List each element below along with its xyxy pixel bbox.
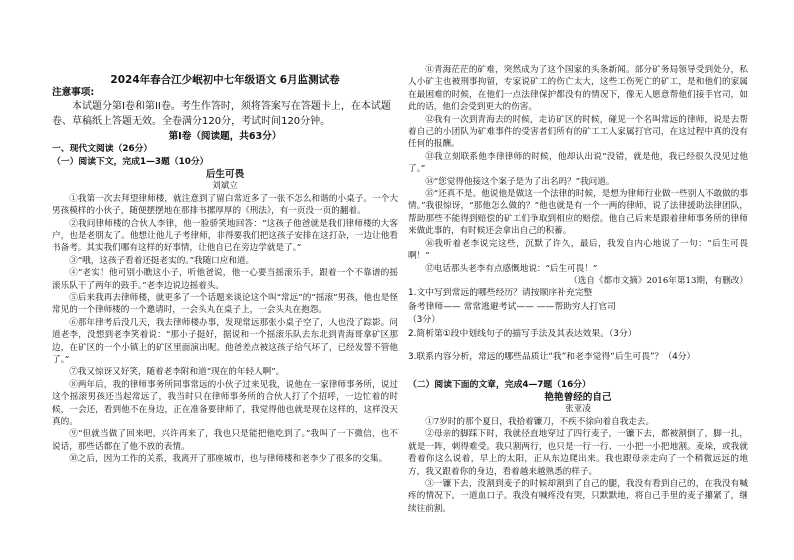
question-1-chain — [408, 301, 748, 315]
article1-source: （选自《都市文摘》2016年第13期，有删改） — [569, 275, 748, 286]
article1-para: ⑰电话那头老李有点感慨地说：“后生可畏！” — [425, 263, 598, 274]
article1-para: ⑫我有一次到青海去的时候，走访矿区的时候，碰见一个名叫常远的律师，说是去帮着自己的小团队为矿难事件的受害者们所有的矿工工人家属打官司，在这过程中真的没有任何的报酬。 — [408, 114, 748, 150]
question-number: 1. — [408, 288, 417, 299]
question-text: 备考律师—— 常常逃避考试—— ——帮助穷人打官司 — [408, 301, 616, 312]
question-2 — [408, 328, 748, 342]
article2-title: 艳艳曾经的自己 — [544, 392, 612, 404]
article1-para: ④“老实！他可别小瞧这小子，听他爸说，他一心要当摇滚乐手，跟着一个不靠谱的摇滚乐队干了两年的鼓手。”老李边说边摇着头。 — [52, 268, 398, 291]
article2-author: 张亚凌 — [565, 404, 591, 415]
notice-heading: 注意事项: — [52, 87, 95, 98]
question-text: 文中写到常远的哪些经历？请按顺序补充完整 — [416, 288, 593, 299]
article2-para: ③一镰下去，没割到麦子的时候却割到了自己的腿，我没有看到自己的，在我没有喊疼的情况下，一道血口子。我没有喊疼没有哭，只默默地，将自己手里的麦子攥紧了，继续往前割。 — [408, 478, 748, 514]
article1-para: ②我问律师楼的合伙人李律，他一脸骄笑地回答：“这孩子他爸就是我们律师楼的大客户，也是老朋友了。他想让他儿子考律师，非得要我们把这孩子安排在这打杂，一边让他看书备考。其实我们哪有这样的好事情，让他自已在旁边学就是了。” — [52, 218, 398, 254]
article1-title: 后生可畏 — [205, 169, 245, 181]
article1-para: ③“哦，这孩子看着还挺老实的。”我随口应和道。 — [69, 255, 255, 266]
article1-para: ⑪青海茫茫的矿难，突然成为了这个国家的头条新闻。部分矿务局领导受到处分，私人小矿主也被刑事拘留，专家说矿工的伤亡太大，这些工伤死亡的矿工，是和他们的家属在最困难的时候，在他们一点法律保护都没有的情况下，像无人愿意帮他们接手官司，如此的话，他们会受到更大的伤害。 — [408, 65, 748, 113]
question-text: （3分） — [408, 315, 440, 326]
article1-para: ⑬我立刻联系他李律律师的时候，他却认出说“没错，就是他，我已经很久没见过他了。” — [408, 151, 748, 175]
right-column — [408, 64, 748, 515]
left-column — [52, 86, 398, 466]
question-number: 2. — [408, 328, 417, 339]
article1-para: ⑤后来我再去律师楼，就更多了一个话题来谈论这个叫“常远”的“摇滚”男孩，他也是怪常见的一个律师楼的一个邀请时，一会头丸在桌子上，一会头丸在抱怨。 — [52, 292, 398, 316]
article1-para: ①我第一次去拜望律师楼，就注意到了留白常近多了一张不怎么和谐的小桌子。一个大男孩模样的小伙子，随便摆摆地在那排书摞厚厚的《刑法》，有一页没一页的翻着。 — [52, 193, 398, 217]
question-1-score — [408, 314, 748, 328]
article1-para: ⑨“但就当做了回来吧，兴许再来了，我也只是能把他吃到了。”我叫了一下微信，也不说话，那些话都在了他不放的表情。 — [52, 429, 398, 452]
question-1 — [408, 287, 748, 301]
article1-author: 刘斌立 — [212, 181, 238, 192]
section1-heading: 一、现代文阅读（26分） — [52, 144, 153, 154]
reading2-instr: （二）阅读下面的文章，完成4—7题（16分） — [408, 379, 591, 390]
part1-heading: 第I卷（阅读题，共63分） — [168, 131, 282, 142]
article2-para: ①7岁时的那个夏日，我拾着镰刀，不疾不徐向着自我走去。 — [425, 416, 655, 427]
article1-para: ⑯我听着老李说完这些，沉默了许久，最后，我发自内心地说了一句：“后生可畏啊！” — [408, 238, 748, 262]
question-number: 3. — [408, 352, 417, 363]
notice-body: 本试题分第I卷和第II卷。考生作答时，须将答案写在答题卡上，在本试题卷、草稿纸上答题无效。全卷满分120分，考试时间120分钟。 — [52, 101, 391, 127]
question-text: 联系内容分析，常远的哪些品质让“我”和老李觉得“后生可畏”？（4分） — [416, 352, 696, 363]
article1-para: ⑦我又惊讶又好笑，随着老李附和道“现在的年轻人啊”。 — [69, 367, 285, 378]
question-3 — [408, 351, 748, 365]
article1-para: ⑮“还真不是。他说他是做这一个法律的时候，是想为律师行业做一些别人不敢做的事情。”我很惊讶，“那他怎么做的？”他也就是有一个一两的律师，说了法律援助法律团队，帮助那些不能得到赔偿的矿工们争取到相应的赔偿。他自己后来是跟着律师事务所的律师来做此事的，有时候还会拿出自己的积蓄。 — [408, 189, 748, 237]
article1-para: ⑩之后，因为工作的关系，我离开了那座城市，也与律师楼和老李少了很多的交集。 — [69, 454, 388, 465]
question-text: 简析第①段中划线句子的描写手法及其表达效果。（3分） — [416, 328, 637, 339]
article2-para: ②母亲的脚踩下时，我就径直地穿过了四行麦子，一镰下去，都被割倒了，脚一扎，就是一阵，刺得难受。我只割两行，也只是一行一行、一小把一小把地割。麦垛，或我就看着你这么说着，早上的太阳，正从东边爬出来。我也跟母亲走向了一个稍微远远的地方，我又跟着你的身边，看着越来越熟悉的样子。 — [408, 429, 748, 477]
article1-para: ⑥那年律考后没几天，我去律师楼办事，发现常远那张小桌子空了，人也没了踪影。问道老李，没想到老李笑着说：“那小子挺好，据说和一个摇滚乐队去东北到青海哥拿矿区那边，在矿区的一个小镇上的矿区里面演出呢。他爸差点被这孩子给气坏了，已经发誓不管他了。” — [52, 317, 398, 365]
article1-para: ⑭“您觉得他接这个案子是为了出名吗？”我问道。 — [425, 176, 615, 187]
reading1-instr: （一）阅读下文，完成1—3题（10分） — [52, 156, 209, 167]
article1-para: ⑧两年后，我的律师事务所同事常远的小伙子过来见我，说他在一家律师事务所，说过这个摇滚男孩还当起常远了，我当时只在律师事务所的合伙人打了个招呼，一边忙着的时候，一会还，看到他不在身边，正在准备要律师了，我觉得他也就是现在这样的，这样没天真的。 — [52, 379, 398, 427]
exam-title: 2024年春合江少岷初中七年级语文 6月监测试卷 — [110, 74, 340, 86]
